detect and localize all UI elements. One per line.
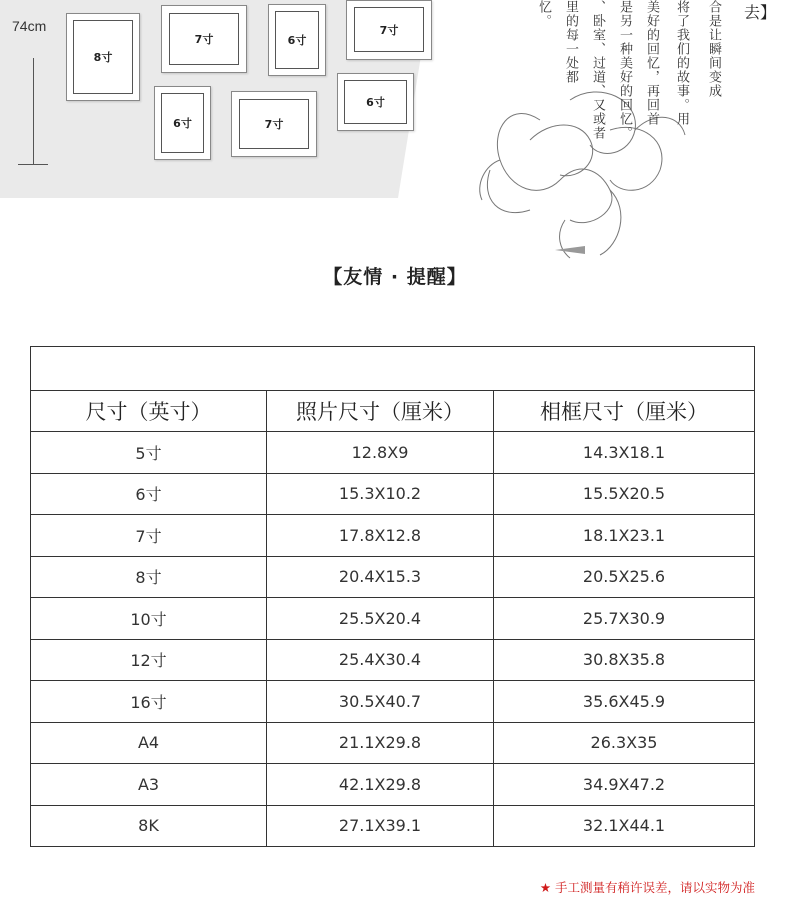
cell-frame-size: 25.7X30.9 xyxy=(494,598,755,640)
cell-frame-size: 30.8X35.8 xyxy=(494,639,755,681)
table-row xyxy=(31,722,755,764)
frame-6-inch-top xyxy=(268,4,326,76)
frame-label: 6寸 xyxy=(344,80,407,124)
cell-photo-size: 27.1X39.1 xyxy=(267,805,494,847)
header-photo-size: 照片尺寸（厘米） xyxy=(267,391,494,432)
cell-size: 8寸 xyxy=(31,556,267,598)
cell-size: A3 xyxy=(31,764,267,806)
cell-frame-size: 15.5X20.5 xyxy=(494,473,755,515)
frame-7-inch-bottom xyxy=(231,91,317,157)
poem-col-6: 里的每一处都 xyxy=(563,0,578,84)
cell-photo-size: 21.1X29.8 xyxy=(267,722,494,764)
poem-col-5: 、卧室、过道、又或者 xyxy=(590,0,605,140)
cell-photo-size: 20.4X15.3 xyxy=(267,556,494,598)
cell-size: A4 xyxy=(31,722,267,764)
cell-frame-size: 18.1X23.1 xyxy=(494,515,755,557)
frame-label: 7寸 xyxy=(354,7,424,52)
table-row xyxy=(31,432,755,474)
cell-size: 6寸 xyxy=(31,473,267,515)
height-ruler xyxy=(33,58,34,164)
poem-col-3: 美好的回忆，再回首 xyxy=(644,0,659,126)
cell-size: 7寸 xyxy=(31,515,267,557)
cell-size: 5寸 xyxy=(31,432,267,474)
cell-size: 12寸 xyxy=(31,639,267,681)
cell-frame-size: 34.9X47.2 xyxy=(494,764,755,806)
reminder-heading: 【友情 · 提醒】 xyxy=(323,266,467,288)
cell-photo-size: 30.5X40.7 xyxy=(267,681,494,723)
table-row xyxy=(31,473,755,515)
frame-label: 7寸 xyxy=(169,13,239,65)
table-body xyxy=(31,432,755,847)
cell-frame-size: 14.3X18.1 xyxy=(494,432,755,474)
frame-6-inch-bottom xyxy=(154,86,211,160)
frame-label: 6寸 xyxy=(161,93,204,153)
cell-frame-size: 32.1X44.1 xyxy=(494,805,755,847)
header-frame-size: 相框尺寸（厘米） xyxy=(494,391,755,432)
frame-label: 7寸 xyxy=(239,99,309,149)
frame-7-inch-right xyxy=(346,0,432,60)
cell-size: 10寸 xyxy=(31,598,267,640)
frame-label: 8寸 xyxy=(73,20,133,94)
cell-size: 8K xyxy=(31,805,267,847)
table-row xyxy=(31,515,755,557)
ruler-base xyxy=(18,164,48,165)
cell-photo-size: 25.4X30.4 xyxy=(267,639,494,681)
poem-col-7: 忆。 xyxy=(536,0,551,28)
poem-col-1: 合是让瞬间变成 xyxy=(706,0,721,98)
cell-size: 16寸 xyxy=(31,681,267,723)
table-row xyxy=(31,639,755,681)
poem-col-2: 将了我们的故事。用 xyxy=(674,0,689,126)
table-row xyxy=(31,556,755,598)
table-row xyxy=(31,681,755,723)
cell-photo-size: 12.8X9 xyxy=(267,432,494,474)
poem-col-4: 是另一种美好的回忆。 xyxy=(617,0,632,140)
table-blank-row xyxy=(31,347,755,391)
size-table xyxy=(30,346,755,847)
measurement-note: ★ 手工测量有稍许误差，请以实物为准 xyxy=(539,880,755,895)
table-header-row xyxy=(31,391,755,432)
frame-8-inch xyxy=(66,13,140,101)
cell-photo-size: 15.3X10.2 xyxy=(267,473,494,515)
height-label: 74cm xyxy=(12,18,47,34)
table-row xyxy=(31,805,755,847)
frame-7-inch-top xyxy=(161,5,247,73)
frame-6-inch-right xyxy=(337,73,414,131)
header-size-inch: 尺寸（英寸） xyxy=(31,391,267,432)
cell-frame-size: 35.6X45.9 xyxy=(494,681,755,723)
corner-label: 去】 xyxy=(744,3,777,22)
table-row xyxy=(31,598,755,640)
cell-photo-size: 42.1X29.8 xyxy=(267,764,494,806)
cell-frame-size: 20.5X25.6 xyxy=(494,556,755,598)
frame-label: 6寸 xyxy=(275,11,319,69)
cell-frame-size: 26.3X35 xyxy=(494,722,755,764)
rose-sketch xyxy=(470,60,700,260)
cell-photo-size: 17.8X12.8 xyxy=(267,515,494,557)
cell-photo-size: 25.5X20.4 xyxy=(267,598,494,640)
table-row xyxy=(31,764,755,806)
